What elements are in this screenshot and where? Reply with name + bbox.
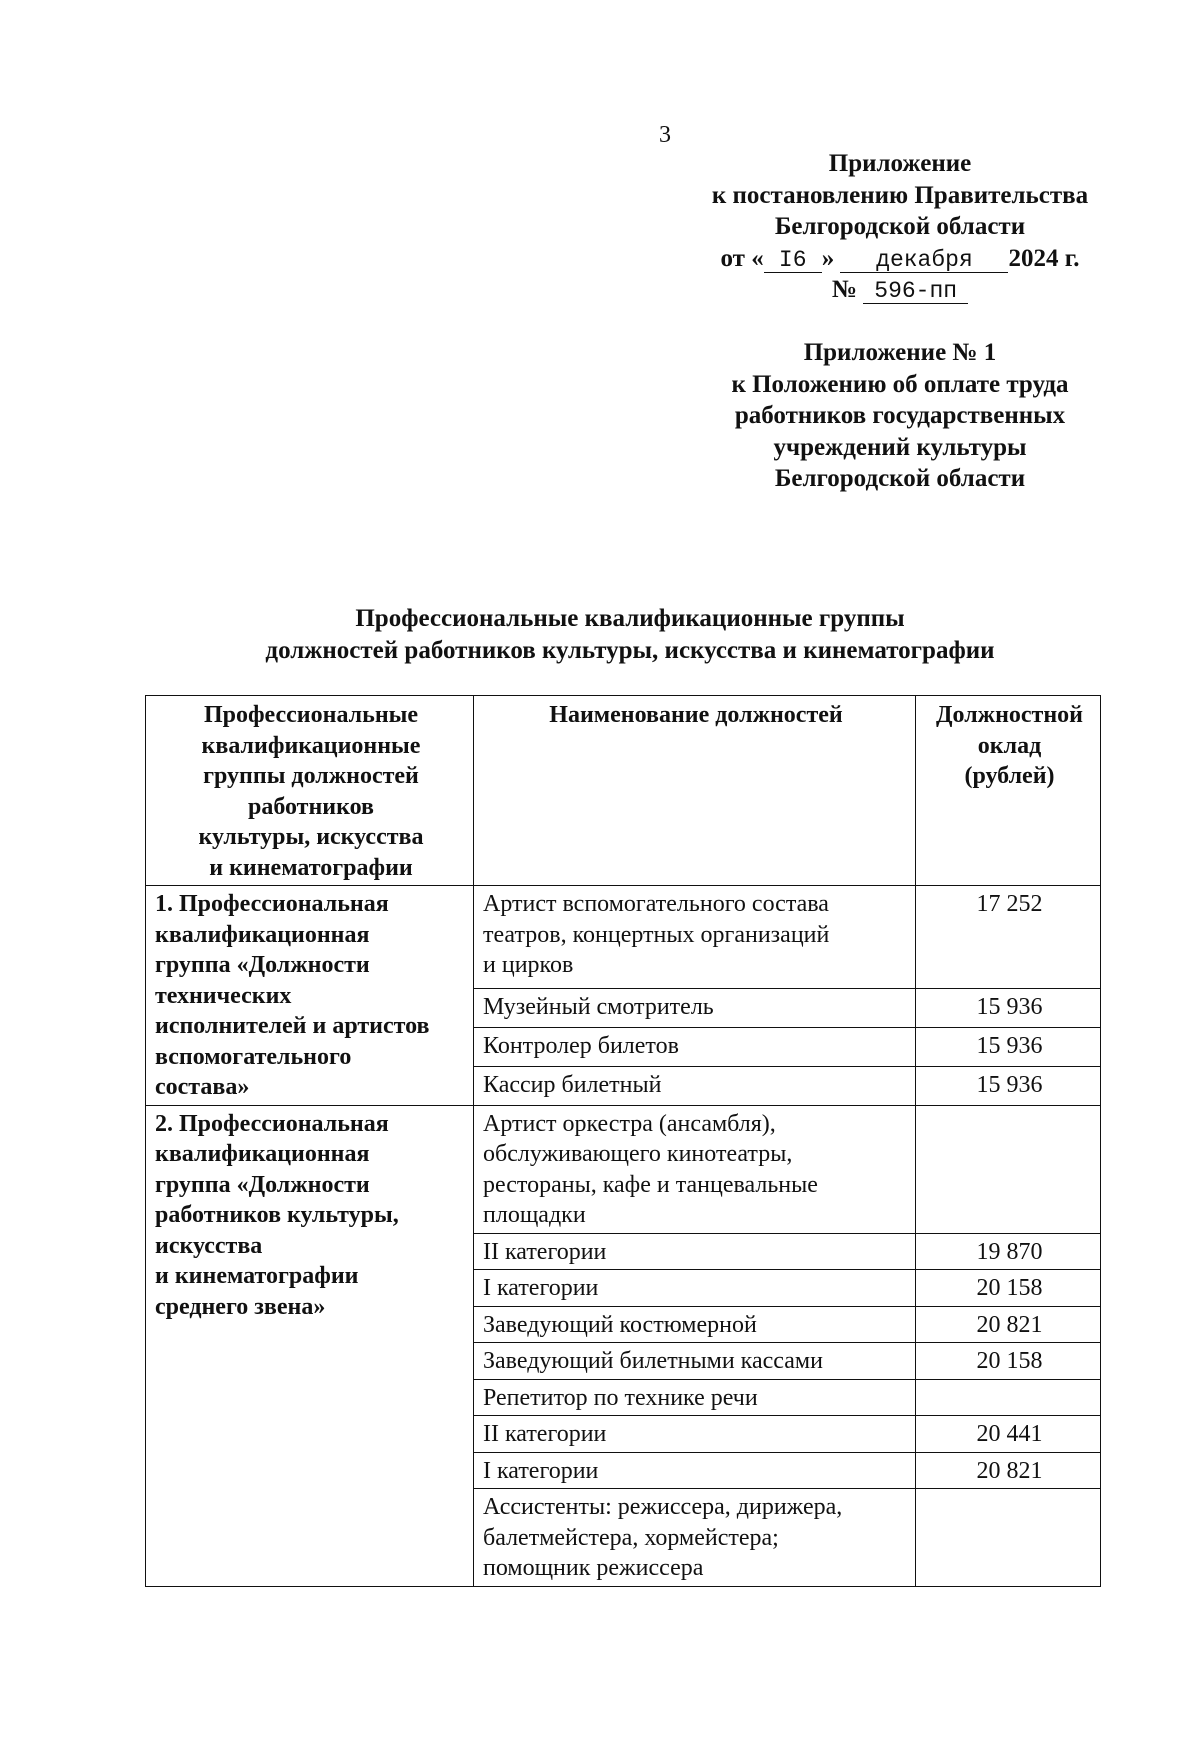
position-cell: I категории [474, 1270, 916, 1307]
salary-cell [916, 1489, 1101, 1587]
table-row [146, 1105, 1101, 1233]
appendix-header [640, 148, 1160, 306]
salary-cell: 20 821 [916, 1306, 1101, 1343]
position-cell: Музейный смотритель [474, 989, 916, 1028]
table-header-row [146, 696, 1101, 886]
appendix-number [640, 274, 1160, 306]
salary-cell: 20 158 [916, 1270, 1101, 1307]
salary-cell [916, 1105, 1101, 1233]
date-prefix: от « [720, 244, 764, 272]
date-month: декабря [840, 248, 1008, 273]
header-position: Наименование должностей [474, 696, 916, 886]
document-title-line: должностей работников культуры, искусства и кинематографии [265, 637, 995, 664]
page-number: 3 [659, 122, 671, 148]
appendix-line: Белгородской области [774, 213, 1026, 240]
appendix-1-line: к Положению об оплате труда [731, 370, 1069, 398]
document-title-line: Профессиональные квалификационные группы [355, 605, 905, 632]
salary-cell: 17 252 [916, 886, 1101, 989]
position-cell: Заведующий костюмерной [474, 1306, 916, 1343]
salary-cell: 20 441 [916, 1416, 1101, 1453]
position-cell: Контролер билетов [474, 1028, 916, 1067]
date-separator: » [821, 244, 835, 272]
position-cell: II категории [474, 1416, 916, 1453]
number-prefix: № [831, 276, 857, 303]
position-cell: Репетитор по технике речи [474, 1379, 916, 1416]
group-name-cell: 1. Профессиональная квалификационная группа «Должности технических исполнителей и артистов вспомогательного состава» [146, 886, 474, 1106]
salary-cell: 15 936 [916, 1028, 1101, 1067]
salary-cell: 20 821 [916, 1452, 1101, 1489]
appendix-1-line: Белгородской области [774, 465, 1026, 492]
qualification-table [145, 695, 1101, 1587]
appendix-1-header [640, 337, 1160, 495]
position-cell: II категории [474, 1233, 916, 1270]
appendix-date [640, 243, 1160, 275]
salary-cell: 15 936 [916, 989, 1101, 1028]
appendix-1-line: работников государственных [734, 402, 1066, 429]
position-cell: Кассир билетный [474, 1066, 916, 1105]
salary-cell: 19 870 [916, 1233, 1101, 1270]
document-title [130, 603, 1130, 667]
appendix-1-title: Приложение № 1 [803, 339, 997, 366]
header-salary: Должностной оклад (рублей) [916, 696, 1101, 886]
position-cell: Ассистенты: режиссера, дирижера, балетмейстера, хормейстера; помощник режиссера [474, 1489, 916, 1587]
appendix-title: Приложение [828, 150, 972, 177]
group-name-cell: 2. Профессиональная квалификационная группа «Должности работников культуры, искусства и кинематографии среднего звена» [146, 1105, 474, 1586]
header-group: Профессиональные квалификационные группы должностей работников культуры, искусства и кинематографии [146, 696, 474, 886]
position-cell: Заведующий билетными кассами [474, 1343, 916, 1380]
appendix-line: к постановлению Правительства [711, 181, 1089, 209]
document-number: 596-пп [863, 279, 968, 304]
date-year: 2024 г. [1008, 244, 1080, 272]
position-cell: I категории [474, 1452, 916, 1489]
table-row [146, 886, 1101, 989]
salary-cell: 20 158 [916, 1343, 1101, 1380]
position-cell: Артист вспомогательного состава театров, концертных организаций и цирков [474, 886, 916, 989]
table-body [146, 886, 1101, 1587]
date-day: I6 [764, 248, 822, 273]
salary-cell: 15 936 [916, 1066, 1101, 1105]
salary-cell [916, 1379, 1101, 1416]
appendix-1-line: учреждений культуры [773, 433, 1027, 461]
position-cell: Артист оркестра (ансамбля), обслуживающего кинотеатры, рестораны, кафе и танцевальные площадки [474, 1105, 916, 1233]
